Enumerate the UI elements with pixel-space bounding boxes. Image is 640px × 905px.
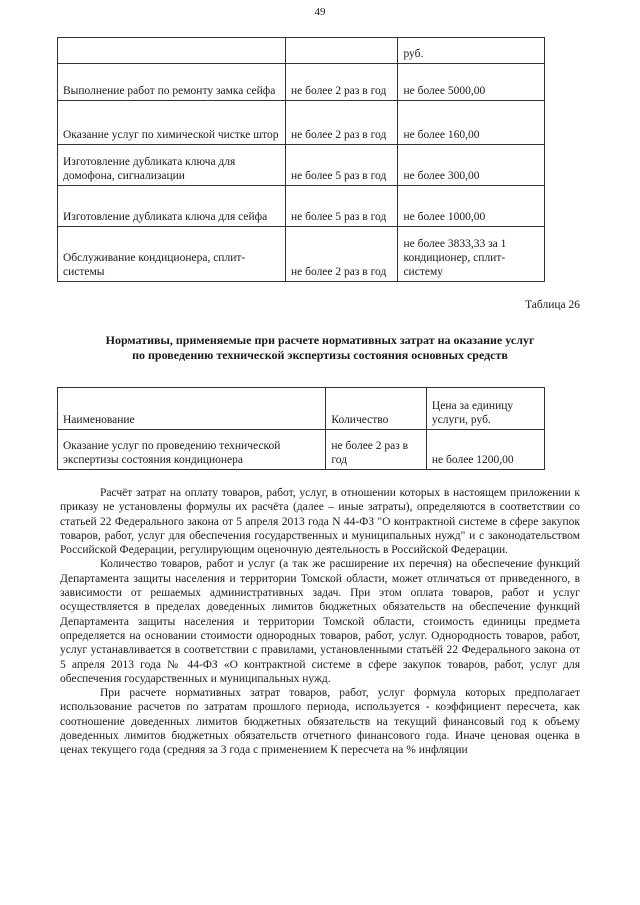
- expertise-norms-table: [57, 387, 545, 470]
- table-header-row: [58, 388, 545, 430]
- table-cell-price: не более 5000,00: [398, 64, 545, 101]
- page-number: 49: [314, 6, 326, 18]
- table-cell-quantity: не более 5 раз в год: [285, 145, 397, 186]
- table-cell-name: [58, 38, 286, 64]
- table-cell-quantity: [285, 38, 397, 64]
- table-row: [58, 64, 545, 101]
- table-cell-name: Изготовление дубликата ключа для домофона, сигнализации: [58, 145, 286, 186]
- paragraph: Расчёт затрат на оплату товаров, работ, услуг, в отношении которых в настоящем приложении к приказу не установлены формулы их расчёта (далее – иные затраты), определяются в соответствии со статьей 22 Федерального закона от 5 апреля 2013 года N 44-ФЗ "О контрактной системе в сфере закупок товаров, работ, услуг для обеспечения государственных и муниципальных нужд" и с законодательством Российской Федерации, регулирующим оценочную деятельность в Российской Федерации.: [60, 487, 580, 557]
- table-cell-quantity: не более 2 раз в год: [285, 227, 397, 282]
- column-header-name: Наименование: [58, 388, 326, 430]
- table-cell-name: Выполнение работ по ремонту замка сейфа: [58, 64, 286, 101]
- paragraph: При расчете нормативных затрат товаров, работ, услуг формула которых предполагает использование расчетов по затратам прошлого периода, используется - коэффициент пересчета, как соотношение доведенных лимитов бюджетных обязательств на текущий финансовый год к объему доведенных лимитов бюджетных обязательств отчетного финансового года. Иначе ценовая оценка в ценах текущего года (средняя за 3 года с применением К пересчета на % инфляции: [60, 687, 580, 757]
- table-row: [58, 38, 545, 64]
- body-text: [60, 486, 580, 758]
- table-caption: Таблица 26: [525, 299, 580, 311]
- table-row: [58, 227, 545, 282]
- table-cell-name: Обслуживание кондиционера, сплит-системы: [58, 227, 286, 282]
- table-row: [58, 430, 545, 470]
- services-norms-table: [57, 37, 545, 282]
- table-cell-price: не более 3833,33 за 1 кондиционер, сплит-систему: [398, 227, 545, 282]
- table-cell-name: Изготовление дубликата ключа для сейфа: [58, 186, 286, 227]
- table-cell-name: Оказание услуг по химической чистке штор: [58, 101, 286, 145]
- table-cell-price: не более 160,00: [398, 101, 545, 145]
- table-cell-price: не более 1200,00: [426, 430, 544, 470]
- table-cell-price: не более 300,00: [398, 145, 545, 186]
- table-cell-quantity: не более 2 раз в год: [326, 430, 427, 470]
- table-title: Нормативы, применяемые при расчете нормативных затрат на оказание услуг по проведению технической экспертизы состояния основных средств: [105, 333, 535, 362]
- table-cell-price: руб.: [398, 38, 545, 64]
- table-cell-quantity: не более 2 раз в год: [285, 101, 397, 145]
- table-cell-quantity: не более 5 раз в год: [285, 186, 397, 227]
- table-row: [58, 186, 545, 227]
- column-header-price: Цена за единицу услуги, руб.: [426, 388, 544, 430]
- table-cell-quantity: не более 2 раз в год: [285, 64, 397, 101]
- column-header-quantity: Количество: [326, 388, 427, 430]
- table-row: [58, 145, 545, 186]
- table-cell-name: Оказание услуг по проведению технической экспертизы состояния кондиционера: [58, 430, 326, 470]
- table-cell-price: не более 1000,00: [398, 186, 545, 227]
- table-row: [58, 101, 545, 145]
- paragraph: Количество товаров, работ и услуг (а так же расширение их перечня) на обеспечение функций Департамента защиты населения и территории Томской области, может отличаться от приведенного, в зависимости от решаемых административных задач. При этом оплата товаров, работ и услуг осуществляется в пределах доведенных лимитов бюджетных обязательств на обеспечение функций Департамента защиты населения и территории Томской области, стоимость единицы предмета определяется на основании стоимости однородных товаров, работ, услуг. Однородность товаров, работ, услуг устанавливается в соответствии с правилами, установленными статьёй 22 Федерального закона от 5 апреля 2013 года № 44-ФЗ «О контрактной системе в сфере закупок товаров, работ, услуг для обеспечения государственных и муниципальных нужд.: [60, 558, 580, 685]
